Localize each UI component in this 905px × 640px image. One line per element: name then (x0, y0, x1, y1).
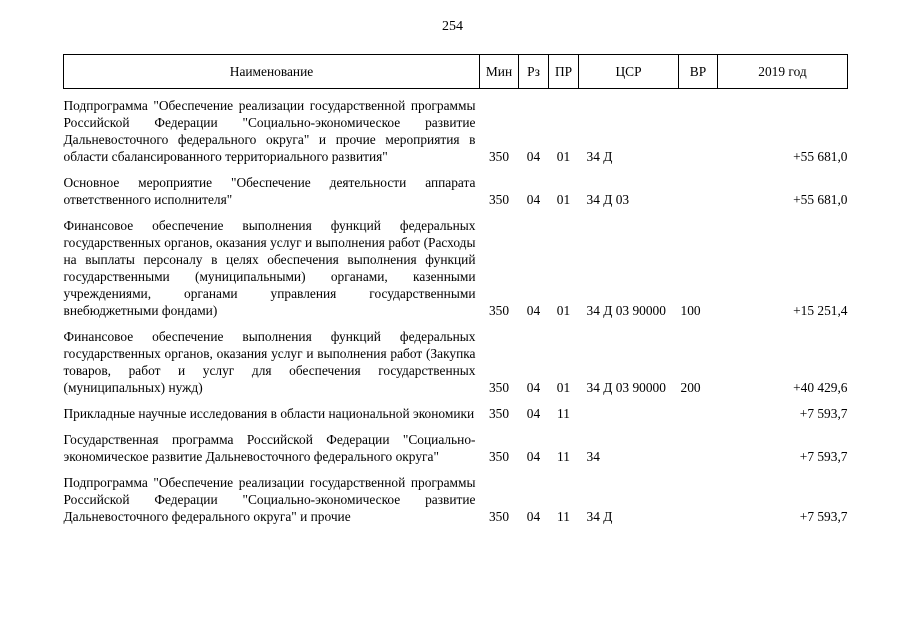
row-pr: 01 (556, 380, 571, 395)
row-vr (679, 396, 718, 422)
header-rz: Рз (519, 55, 549, 89)
table-row (64, 396, 848, 422)
row-vr (679, 422, 718, 465)
row-pr: 11 (557, 509, 570, 524)
row-csr: 34 Д 03 (586, 192, 630, 207)
row-rz: 04 (526, 303, 541, 318)
row-rz: 04 (526, 449, 541, 464)
row-name: Финансовое обеспечение выполнения функций федеральных государственных органов, оказания услуг и выполнения работ (Закупка товаров, работ и услуг для обеспечения государственных (муниципальных) нужд) (63, 329, 476, 395)
row-min: 350 (488, 406, 510, 421)
row-name: Подпрограмма "Обеспечение реализации государственной программы Российской Федерации "Социально-экономическое развитие Дальневосточного федерального округа" и прочие (63, 475, 476, 524)
row-rz: 04 (526, 406, 541, 421)
row-pr: 01 (556, 149, 571, 164)
row-amount: +55 681,0 (793, 149, 848, 164)
row-amount: +7 593,7 (799, 449, 848, 464)
row-csr: 34 (586, 449, 600, 464)
row-rz: 04 (526, 380, 541, 395)
row-pr: 01 (556, 303, 571, 318)
row-vr (679, 89, 718, 166)
table-header (64, 55, 848, 89)
table-row (64, 319, 848, 396)
row-min: 350 (488, 192, 510, 207)
row-min: 350 (488, 149, 510, 164)
row-amount: +40 429,6 (793, 380, 848, 395)
header-vr: ВР (679, 55, 718, 89)
page-number: 254 (442, 19, 463, 34)
row-name: Основное мероприятие "Обеспечение деятельности аппарата ответственного исполнителя" (63, 175, 476, 207)
row-vr (679, 465, 718, 525)
row-vr: 100 (680, 303, 701, 318)
table-row (64, 465, 848, 525)
row-name: Финансовое обеспечение выполнения функций федеральных государственных органов, оказания услуг и выполнения работ (Расходы на выплаты персоналу в целях обеспечения выполнения функций государственными (муниципальными) органами, казенными учреждениями, органами управления государственными внебюджетными фондами) (63, 218, 476, 318)
row-vr: 200 (680, 380, 701, 395)
row-name: Подпрограмма "Обеспечение реализации государственной программы Российской Федерации "Социально-экономическое развитие Дальневосточного федерального округа" и прочие мероприятия в области сбалансированного территориального развития" (63, 98, 476, 164)
header-name: Наименование (64, 55, 480, 89)
row-csr: 34 Д 03 90000 (586, 303, 666, 318)
row-name: Прикладные научные исследования в области национальной экономики (63, 406, 475, 421)
row-name: Государственная программа Российской Федерации "Социально-экономическое развитие Дальневосточного федерального округа" (63, 432, 476, 464)
row-pr: 11 (557, 449, 570, 464)
table-row (64, 89, 848, 166)
row-pr: 01 (556, 192, 571, 207)
row-csr (579, 396, 679, 422)
row-amount: +55 681,0 (793, 192, 848, 207)
budget-table (63, 54, 848, 525)
table-row (64, 208, 848, 319)
header-min: Мин (480, 55, 519, 89)
row-csr: 34 Д (586, 509, 613, 524)
row-rz: 04 (526, 149, 541, 164)
row-csr: 34 Д 03 90000 (586, 380, 666, 395)
header-csr: ЦСР (579, 55, 679, 89)
row-min: 350 (488, 509, 510, 524)
table-row (64, 165, 848, 208)
row-pr: 11 (557, 406, 570, 421)
row-vr (679, 165, 718, 208)
row-amount: +7 593,7 (799, 406, 848, 421)
header-pr: ПР (549, 55, 579, 89)
row-rz: 04 (526, 509, 541, 524)
header-year: 2019 год (718, 55, 848, 89)
row-amount: +15 251,4 (793, 303, 848, 318)
row-amount: +7 593,7 (799, 509, 848, 524)
table-body (64, 89, 848, 526)
row-csr: 34 Д (586, 149, 613, 164)
row-min: 350 (488, 449, 510, 464)
table-row (64, 422, 848, 465)
row-rz: 04 (526, 192, 541, 207)
row-min: 350 (488, 380, 510, 395)
row-min: 350 (488, 303, 510, 318)
